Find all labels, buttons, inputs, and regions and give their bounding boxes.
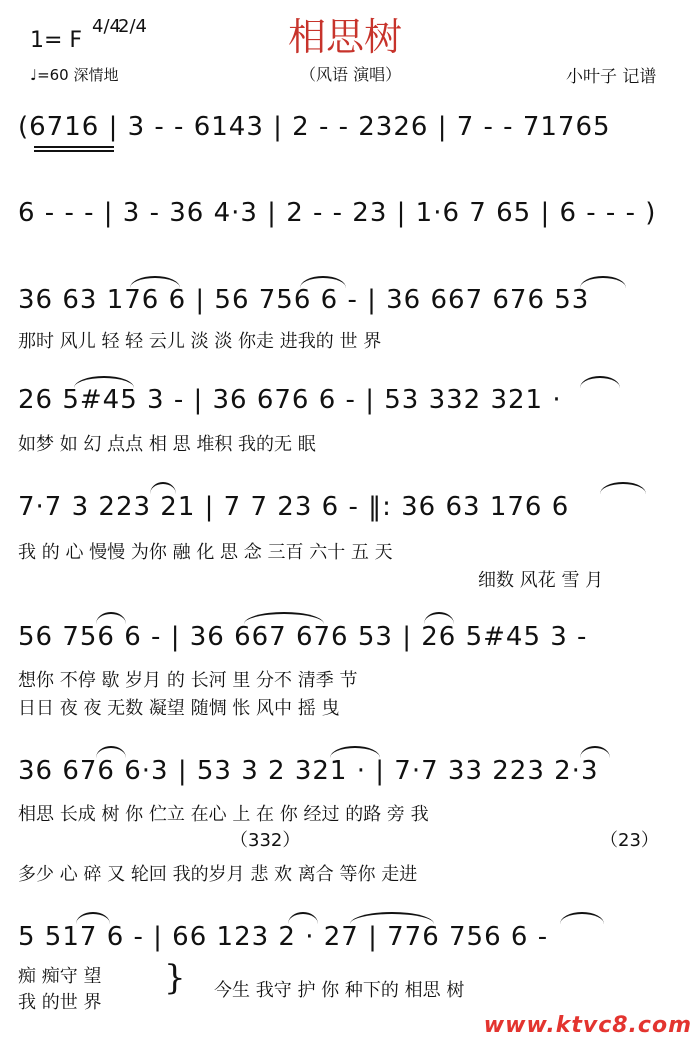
lyrics-variant-2: （23） xyxy=(600,830,659,851)
slur xyxy=(580,746,610,758)
slur xyxy=(288,912,318,924)
slur xyxy=(300,276,346,288)
beam xyxy=(34,146,114,148)
slur xyxy=(560,912,604,924)
slur xyxy=(580,276,626,288)
lyrics-line-4: 如梦 如 幻 点点 相 思 堆积 我的无 眠 xyxy=(18,434,316,455)
slur xyxy=(96,746,126,758)
song-subtitle: （风语 演唱） xyxy=(300,65,402,84)
slur xyxy=(130,276,180,288)
time-signature-1: 4/4 xyxy=(92,16,121,37)
notation-line-8: 5 517 6 - | 66 123 2 · 27 | 776 756 6 - xyxy=(18,922,549,952)
slur xyxy=(76,912,110,924)
lyrics-line-5b: 细数 风花 雪 月 xyxy=(478,570,604,591)
slur xyxy=(244,612,324,624)
lyrics-line-7b: 多少 心 碎 又 轮回 我的岁月 悲 欢 离合 等你 走进 xyxy=(18,864,418,885)
lyrics-line-3: 那时 风儿 轻 轻 云儿 淡 淡 你走 进我的 世 界 xyxy=(18,331,382,352)
key-signature: 1= F xyxy=(30,28,83,53)
notation-line-1: (6716 | 3 - - 6143 | 2 - - 2326 | 7 - - 71765 xyxy=(18,112,611,142)
slur xyxy=(424,612,454,624)
lyrics-line-7a: 相思 长成 树 你 伫立 在心 上 在 你 经过 的路 旁 我 xyxy=(18,804,429,825)
lyrics-line-8b: 我 的世 界 xyxy=(18,992,102,1013)
site-watermark: www.ktvc8.com xyxy=(483,1013,692,1038)
lyrics-variant-1: （332） xyxy=(230,830,301,851)
lyrics-line-8c: 今生 我守 护 你 种下的 相思 树 xyxy=(214,980,465,1001)
notation-line-5: 7·7 3 223 21 | 7 7 23 6 - ‖: 36 63 176 6 xyxy=(18,492,570,522)
tempo-marking: ♩=60 深情地 xyxy=(30,66,119,84)
brace-symbol: } xyxy=(164,958,186,998)
beam xyxy=(34,150,114,152)
slur xyxy=(74,376,134,388)
notation-line-3: 36 63 176 6 | 56 756 6 - | 36 667 676 53 xyxy=(18,285,590,315)
slur xyxy=(96,612,126,624)
slur xyxy=(350,912,434,924)
notation-line-6: 56 756 6 - | 36 667 676 53 | 26 5#45 3 - xyxy=(18,622,588,652)
slur xyxy=(600,482,646,494)
notation-line-4: 26 5#45 3 - | 36 676 6 - | 53 332 321 · xyxy=(18,385,562,415)
lyrics-line-5a: 我 的 心 慢慢 为你 融 化 思 念 三百 六十 五 天 xyxy=(18,542,393,563)
notation-line-2: 6 - - - | 3 - 36 4·3 | 2 - - 23 | 1·6 7 65 | 6 - - - ) xyxy=(18,198,657,228)
slur xyxy=(580,376,620,388)
slur xyxy=(330,746,380,758)
lyrics-line-6b: 日日 夜 夜 无数 凝望 随惆 怅 风中 摇 曳 xyxy=(18,698,340,719)
song-title: 相思树 xyxy=(288,15,403,59)
transcriber-credit: 小叶子 记谱 xyxy=(566,67,657,87)
notation-line-7: 36 676 6·3 | 53 3 2 321 · | 7·7 33 223 2·3 xyxy=(18,756,599,786)
lyrics-line-8a: 痴 痴守 望 xyxy=(18,966,102,987)
slur xyxy=(150,482,176,494)
time-signature-2: 2/4 xyxy=(118,16,147,37)
lyrics-line-6a: 想你 不停 歇 岁月 的 长河 里 分不 清季 节 xyxy=(18,670,358,691)
